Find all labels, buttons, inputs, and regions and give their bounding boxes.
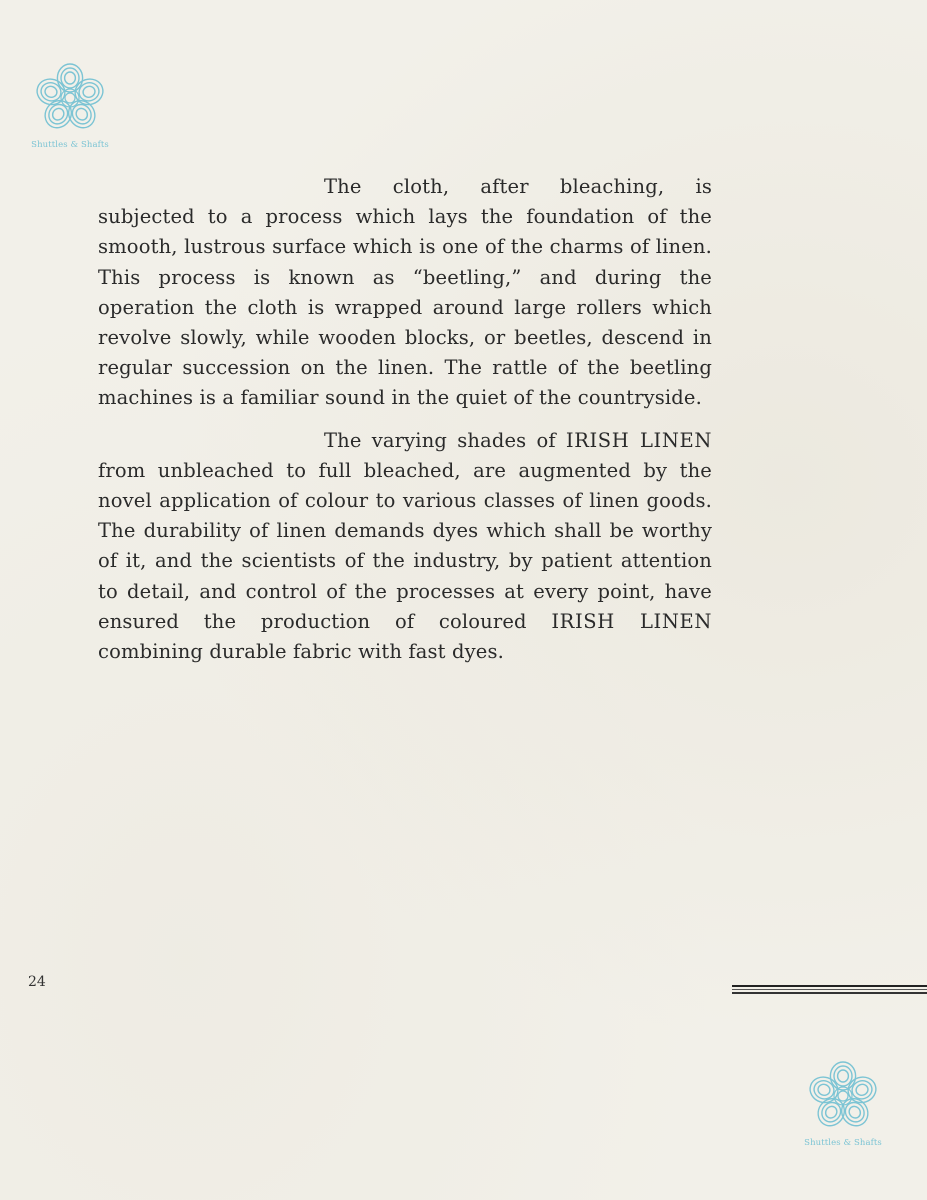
- page-number: 24: [28, 974, 46, 990]
- knot-icon: [803, 1056, 883, 1136]
- watermark-logo-bottom: [798, 1056, 888, 1148]
- paragraph-2: [98, 426, 712, 668]
- brand-name: IRISH LINEN: [565, 428, 713, 452]
- text-run: The varying shades of: [324, 428, 566, 452]
- text-run: combining durable fabric with fast dyes.: [98, 640, 505, 664]
- paragraph-1: [98, 172, 712, 414]
- text-run: The cloth, after bleaching, is subjected to a process which lays the foundation of the smooth, lustrous surface which is one of the charms of linen. This process is known as “beetling,” and during the operation the cloth is wrapped around large rollers which revolve slowly, while wooden blocks, or beetles, descend in regular succession on the linen. The rattle of the beetling machines is a familiar sound in the quiet of the countryside.: [98, 175, 712, 410]
- edge-rule: [732, 985, 927, 995]
- text-run: from unbleached to full bleached, are augmented by the novel application of colour to various classes of linen goods. The durability of linen demands dyes which shall be worthy of it, and the scientists of the industry, by patient attention to detail, and control of the processes at every point, have ensured the production of coloured: [98, 458, 712, 633]
- watermark-logo-top: [25, 58, 115, 150]
- watermark-label: Shuttles & Shafts: [804, 1138, 882, 1148]
- watermark-label: Shuttles & Shafts: [31, 140, 109, 150]
- reverse-show-through: [360, 915, 600, 929]
- knot-icon: [30, 58, 110, 138]
- brand-name: IRISH LINEN: [551, 609, 712, 633]
- body-text: [98, 172, 712, 667]
